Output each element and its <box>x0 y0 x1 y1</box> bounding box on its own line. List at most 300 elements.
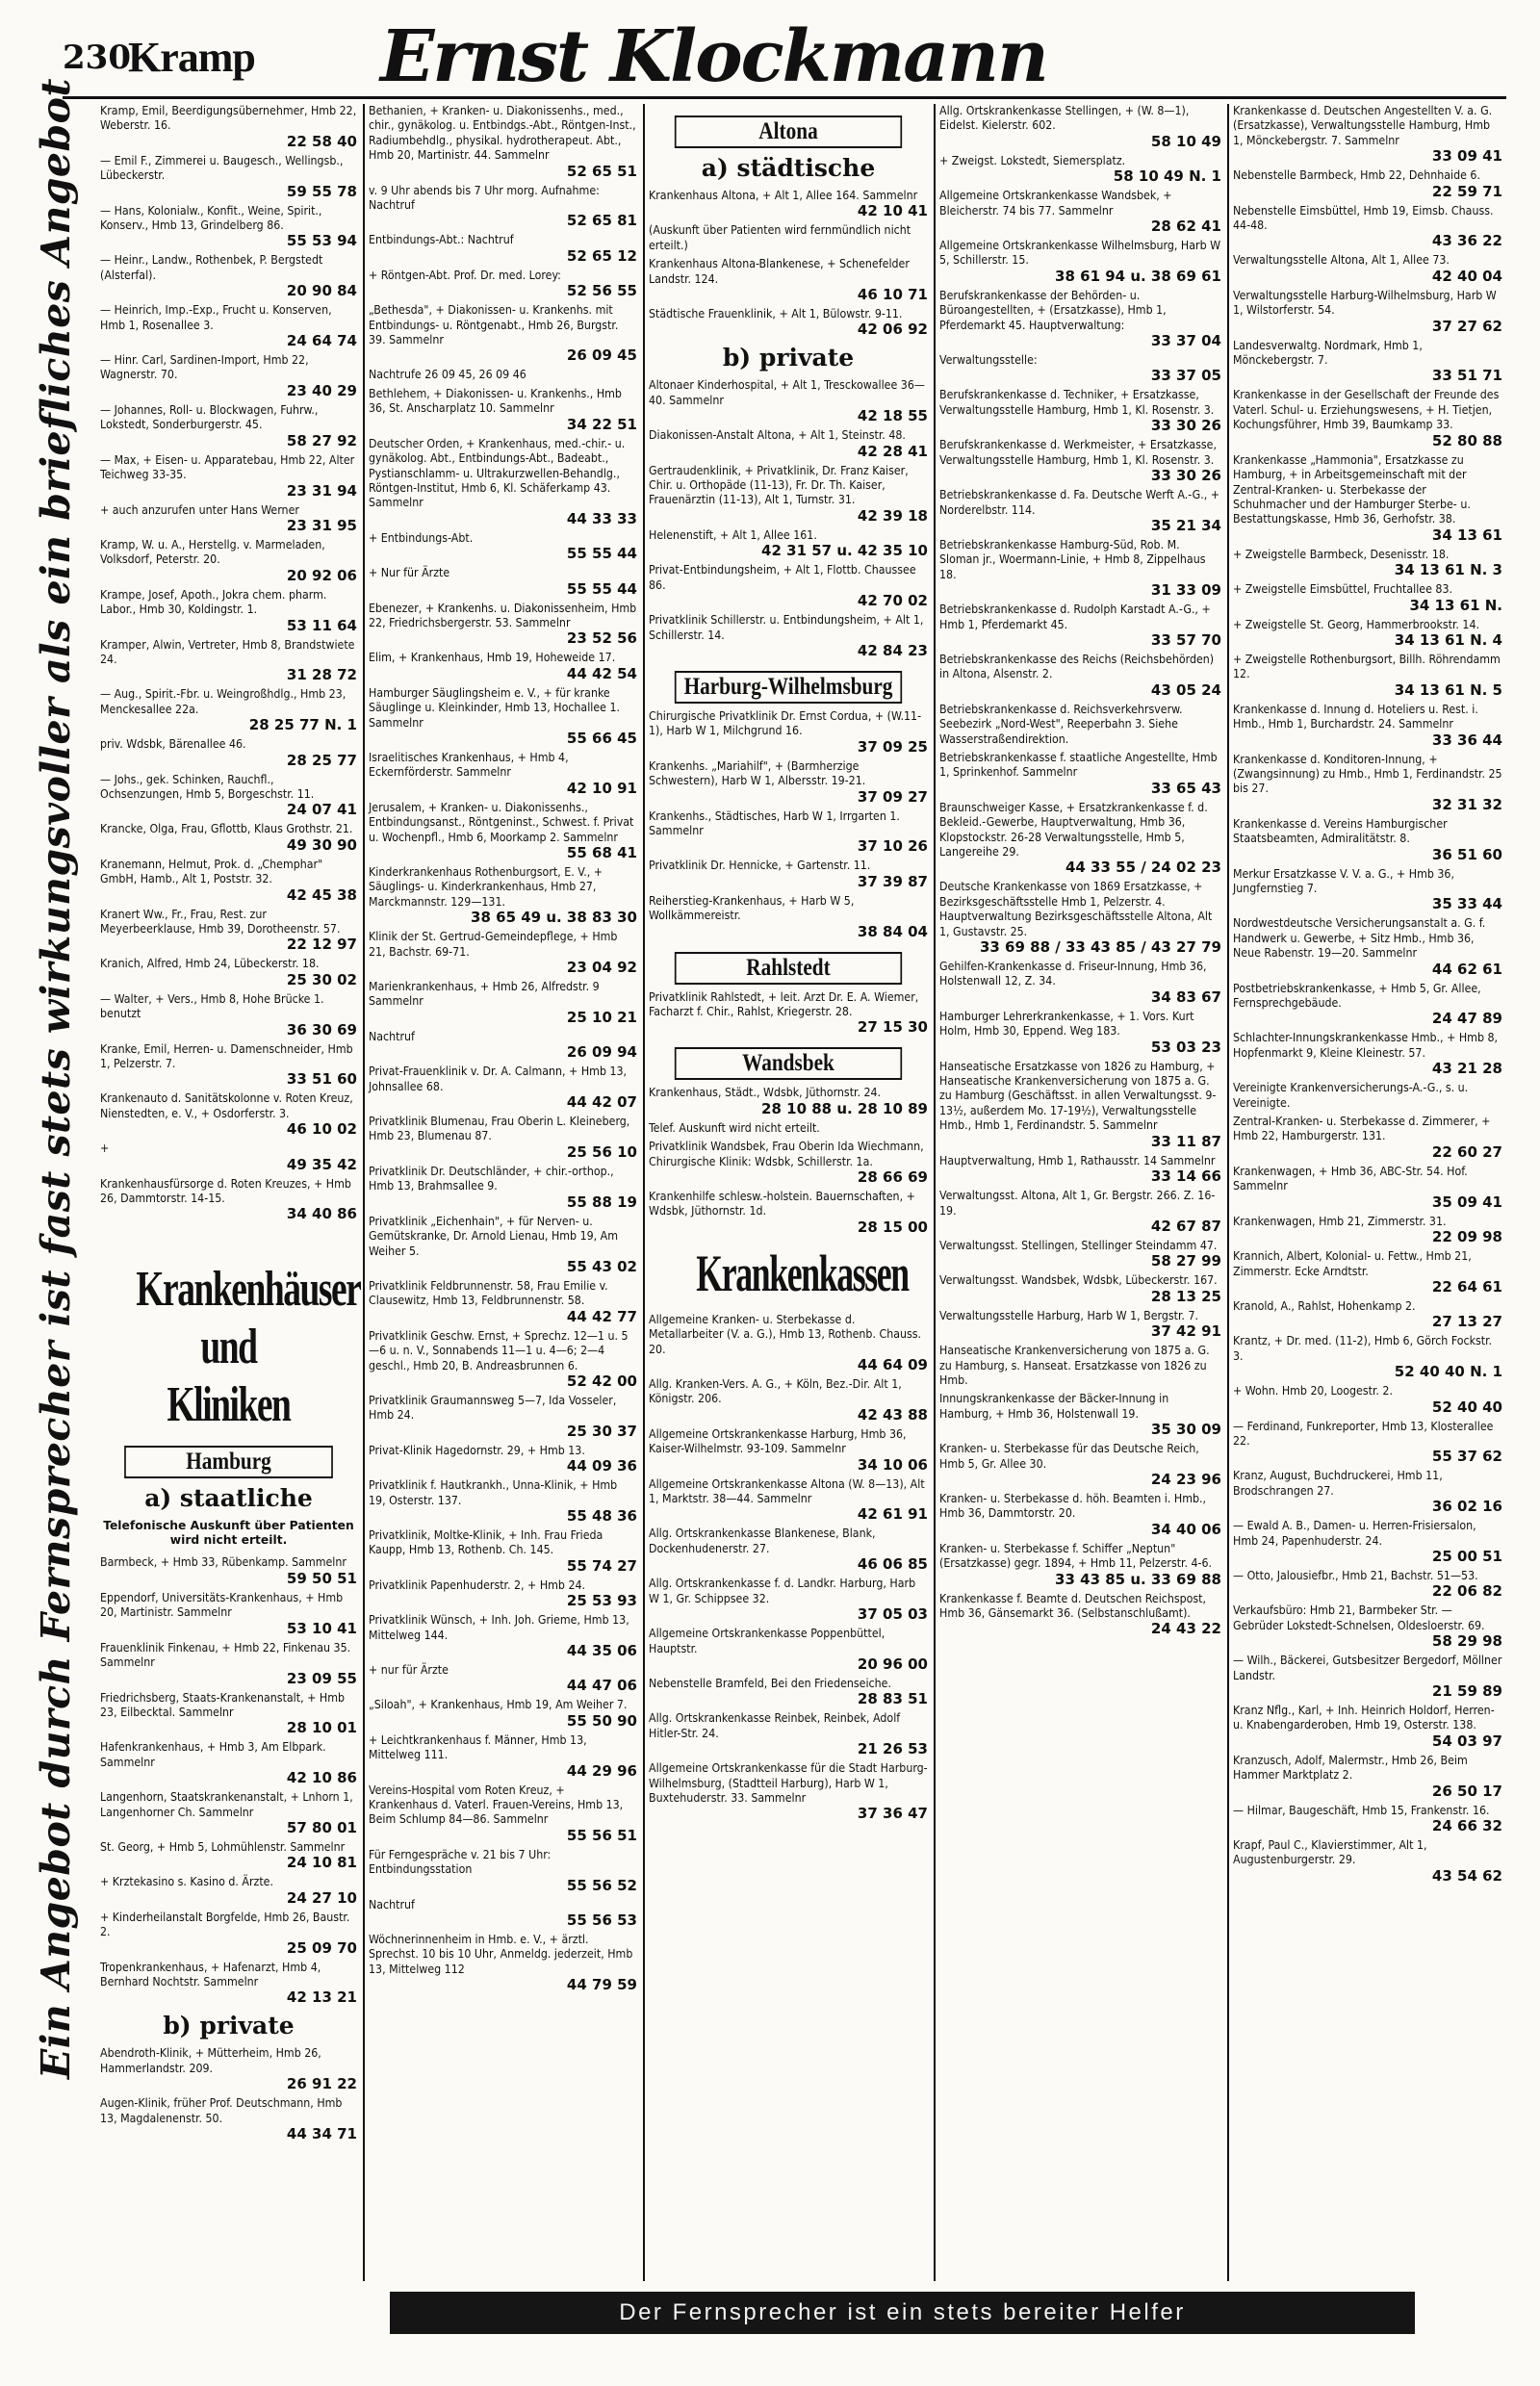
entry-text: + auch anzurufen unter Hans Werner <box>100 502 299 517</box>
directory-entry <box>649 759 928 806</box>
phone-number: 34 13 61 N. 4 <box>1394 630 1502 649</box>
directory-entry <box>1233 867 1502 913</box>
directory-entry <box>1233 703 1502 749</box>
directory-entry <box>1233 582 1502 613</box>
entry-text: Kramper, Alwin, Vertreter, Hmb 8, Brandstwiete 24. <box>100 637 355 666</box>
entry-text: Krankenhaus Altona, + Alt 1, Allee 164. Sammelnr <box>649 189 918 202</box>
heading-harburg: Harburg-Wilhelmsburg <box>675 671 902 704</box>
entry-text: „Siloah", + Krankenhaus, Hmb 19, Am Weiher 7. <box>369 1698 628 1712</box>
entry-text: + Zweigstelle St. Georg, Hammerbrookstr. 14. <box>1233 617 1479 631</box>
entry-text: Schlachter-Innungskrankenkasse Hmb., + Hmb 8, Hopfenmarkt 9, Kleine Kleinestr. 57. <box>1233 1031 1499 1060</box>
phone-number: 52 42 00 <box>566 1372 637 1390</box>
directory-entry <box>369 1783 637 1844</box>
directory-entry <box>1233 1384 1502 1415</box>
phone-number: 34 13 61 N. 5 <box>1394 680 1502 699</box>
directory-entry <box>1233 1569 1502 1600</box>
entry-text: + Zweigstelle Barmbeck, Desenisstr. 18. <box>1233 547 1450 561</box>
directory-entry <box>369 1848 637 1894</box>
entry-text: Kranemann, Helmut, Prok. d. „Chemphar" GmbH, Hamb., Alt 1, Poststr. 32. <box>100 857 323 886</box>
directory-entry <box>369 1394 637 1440</box>
entry-text: Verwaltungsstelle: <box>939 353 1038 368</box>
directory-entry <box>939 1273 1221 1304</box>
directory-entry <box>369 1898 637 1929</box>
directory-entry <box>1233 1165 1502 1211</box>
entry-text: Privatklinik Wünsch, + Inh. Joh. Grieme, Hmb 13, Mittelweg 144. <box>369 1613 629 1642</box>
phone-number: 58 27 92 <box>286 431 357 449</box>
entry-text: Hamburger Säuglingsheim e. V., + für kranke Säuglinge u. Kleinkinder, Hmb 13, Hochallee 1. Sammelnr <box>369 685 621 730</box>
directory-entry <box>1233 548 1502 578</box>
phone-number: 44 42 07 <box>566 1093 637 1112</box>
phone-number: 37 10 26 <box>857 837 928 856</box>
entry-text: Betriebskrankenkasse d. Reichsverkehrsverw. Seebezirk „Nord-West", Reeperbahn 3. Siehe Wasserstraßendirektion. <box>939 702 1183 746</box>
phone-number: 23 40 29 <box>286 381 357 399</box>
column-2 <box>363 104 641 2281</box>
directory-entry <box>369 865 637 926</box>
entry-text: Kranken- u. Sterbekasse für das Deutsche Reich, Hmb 5, Gr. Allee 30. <box>939 1442 1199 1471</box>
entry-text: Kranz, August, Buchdruckerei, Hmb 11, Brodschrangen 27. <box>1233 1469 1443 1498</box>
phone-number: 42 06 92 <box>857 321 928 339</box>
directory-entry <box>649 257 928 303</box>
entry-text: Krankenkasse d. Innung d. Hoteliers u. Rest. i. Hmb., Hmb 1, Burchardstr. 24. Sammelnr <box>1233 702 1478 731</box>
directory-entry <box>939 289 1221 349</box>
directory-entry <box>100 1641 357 1687</box>
phone-number: 35 33 44 <box>1431 895 1502 913</box>
phone-number: 43 54 62 <box>1431 1866 1502 1885</box>
phone-number: 46 10 71 <box>857 286 928 304</box>
entry-text: Postbetriebskrankenkasse, + Hmb 5, Gr. Allee, Fernsprechgebäude. <box>1233 981 1481 1011</box>
entry-text: Krankenwagen, Hmb 21, Zimmerstr. 31. <box>1233 1214 1447 1228</box>
phone-number: 49 30 90 <box>286 835 357 854</box>
phone-number: 28 66 69 <box>857 1168 928 1186</box>
phone-number: 52 65 81 <box>566 212 637 230</box>
entry-text: Nachtrufe 26 09 45, 26 09 46 <box>369 368 526 382</box>
directory-entry <box>100 957 357 988</box>
entry-text: Verwaltungsst. Stellingen, Stellinger Steindamm 47. <box>939 1238 1218 1252</box>
directory-entry <box>369 930 637 976</box>
entry-text: Krankenkasse f. Beamte d. Deutschen Reichspost, Hmb 36, Gänsemarkt 36. (Selbstanschlußamt). <box>939 1591 1207 1620</box>
phone-number: 37 09 27 <box>857 787 928 806</box>
directory-entry <box>649 709 928 756</box>
directory-entry <box>100 303 357 349</box>
directory-entry <box>100 908 357 954</box>
directory-entry <box>100 638 357 684</box>
entry-text: Helenenstift, + Alt 1, Allee 161. <box>649 527 817 542</box>
phone-number: 35 30 09 <box>1150 1421 1221 1439</box>
entry-text: Krankenhs. „Mariahilf", + (Barmherzige Schwestern), Harb W 1, Albersstr. 19-21. <box>649 758 866 788</box>
entry-text: Merkur Ersatzkasse V. V. a. G., + Hmb 36, Jungfernstieg 7. <box>1233 866 1454 895</box>
entry-text: Privatklinik f. Hautkrankh., Unna-Klinik, + Hmb 19, Osterstr. 137. <box>369 1478 618 1507</box>
entry-text: — Ewald A. B., Damen- u. Herren-Frisiersalon, Hmb 24, Papenhuderstr. 24. <box>1233 1519 1476 1548</box>
phone-number: 55 37 62 <box>1431 1448 1502 1466</box>
directory-entry <box>939 801 1221 877</box>
entry-text: Krankenkasse „Hammonia", Ersatzkasse zu Hamburg, + in Arbeitsgemeinschaft mit der Zentral-Kranken- u. Sterbekasse der Schuhmacher und der Hamburger Sterbe- u. Bestattungskasse, Hmb 36, Gerhofstr. 38. <box>1233 452 1471 526</box>
entry-text: Deutsche Krankenkasse von 1869 Ersatzkasse, + Bezirksgeschäftsstelle Hmb 1, Pelzerstr. 4. Hauptverwaltung Bezirksgeschäftsstelle Altona, Alt 1, Gustavstr. 25. <box>939 880 1213 938</box>
entry-text: Betriebskrankenkasse d. Fa. Deutsche Werft A.-G., + Norderelbstr. 114. <box>939 488 1220 517</box>
entry-text: Kramp, W. u. A., Herstellg. v. Marmeladen, Volksdorf, Peterstr. 20. <box>100 537 325 567</box>
entry-text: Hanseatische Ersatzkasse von 1826 zu Hamburg, + Hanseatische Krankenversicherung von 1875 a. G. zu Hamburg (Geschäftsst. in allen Verwaltungsst. 9-13½, außerdem Mo. 17-19½), Verwaltungsstelle Hmb., Hmb 1, Ferdinandstr. 5. Sammelnr <box>939 1059 1217 1133</box>
directory-entry <box>1233 618 1502 649</box>
entry-text: Privat-Entbindungsheim, + Alt 1, Flottb. Chaussee 86. <box>649 563 916 592</box>
entry-text: Bethlehem, + Diakonissen- u. Krankenhs., Hmb 36, St. Anscharplatz 10. Sammelnr <box>369 386 622 416</box>
directory-entry <box>100 538 357 584</box>
directory-entry <box>939 1060 1221 1150</box>
directory-entry <box>1233 817 1502 863</box>
entry-text: Landesverwaltg. Nordmark, Hmb 1, Mönckebergstr. 7. <box>1233 338 1423 368</box>
phone-number: 25 53 93 <box>566 1592 637 1610</box>
phone-number: 33 43 85 u. 33 69 88 <box>1055 1570 1221 1588</box>
directory-entry <box>939 603 1221 649</box>
entry-text: Kranich, Alfred, Hmb 24, Lübeckerstr. 18. <box>100 957 320 971</box>
directory-entry <box>1233 653 1502 699</box>
entry-text: Verwaltungsstelle Altona, Alt 1, Allee 73. <box>1233 253 1450 268</box>
phone-number: 28 25 77 <box>286 751 357 769</box>
phone-number: 28 10 88 u. 28 10 89 <box>761 1099 928 1117</box>
phone-number: 52 56 55 <box>566 282 637 300</box>
directory-entry <box>649 1477 928 1524</box>
entry-text: Friedrichsberg, Staats-Krankenanstalt, + Hmb 23, Eilbecktal. Sammelnr <box>100 1690 346 1719</box>
phone-number: 57 80 01 <box>286 1818 357 1836</box>
directory-entry <box>649 1427 928 1474</box>
entry-text: + Röntgen-Abt. Prof. Dr. med. Lorey: <box>369 268 561 282</box>
entry-text: Hauptverwaltung, Hmb 1, Rathausstr. 14 Sammelnr <box>939 1153 1216 1167</box>
phone-number: 42 10 41 <box>857 202 928 220</box>
entry-text: Altonaer Kinderhospital, + Alt 1, Tresckowallee 36—40. Sammelnr <box>649 378 925 407</box>
phone-number: 58 10 49 N. 1 <box>1113 167 1221 186</box>
phone-number: 55 55 44 <box>566 545 637 563</box>
phone-number: 58 10 49 <box>1150 132 1221 150</box>
entry-text: Diakonissen-Anstalt Altona, + Alt 1, Steinstr. 48. <box>649 428 906 443</box>
directory-entry <box>649 1140 928 1186</box>
directory-entry <box>100 503 357 534</box>
phone-number: 25 30 02 <box>286 970 357 988</box>
directory-entry <box>1233 1704 1502 1750</box>
entry-text: — Aug., Spirit.-Fbr. u. Weingroßhdlg., Hmb 23, Menckesallee 22a. <box>100 687 346 716</box>
phone-number: 33 37 04 <box>1150 332 1221 350</box>
entry-text: Nachtruf <box>369 1897 415 1911</box>
entry-text: — Max, + Eisen- u. Apparatebau, Hmb 22, Alter Teichweg 33-35. <box>100 452 355 482</box>
phone-number: 33 69 88 / 33 43 85 / 43 27 79 <box>979 938 1221 957</box>
directory-entry <box>1233 1804 1502 1834</box>
entry-text: Privatklinik Dr. Hennicke, + Gartenstr. 11. <box>649 859 871 873</box>
phone-number: 43 21 28 <box>1431 1060 1502 1078</box>
phone-number: 44 33 33 <box>566 509 637 527</box>
directory-entry <box>1233 204 1502 250</box>
phone-number: 42 43 88 <box>857 1405 928 1424</box>
entry-text: — Johannes, Roll- u. Blockwagen, Fuhrw., Lokstedt, Sonderburgerstr. 45. <box>100 402 319 432</box>
entry-text: Krankenhs., Städtisches, Harb W 1, Irrgarten 1. Sammelnr <box>649 808 900 837</box>
entry-text: — Heinr., Landw., Rothenbek, P. Bergstedt (Alsterfal). <box>100 253 323 282</box>
entry-text: Privatklinik Papenhuderstr. 2, + Hmb 24. <box>369 1578 586 1592</box>
phone-number: 44 42 54 <box>566 664 637 682</box>
phone-number: 27 15 30 <box>857 1018 928 1037</box>
directory-entry <box>1233 1081 1502 1111</box>
directory-entry <box>1233 1115 1502 1161</box>
directory-entry <box>100 773 357 819</box>
phone-number: 44 29 96 <box>566 1761 637 1780</box>
directory-entry <box>939 653 1221 699</box>
subheading-city: a) städtische <box>701 154 876 182</box>
entry-text: Jerusalem, + Kranken- u. Diakonissenhs., Entbindungsanst., Röntgeninst., Schwest. f. Privat u. Wochenpfl., Hmb 6, Moorkamp 2. Sammelnr <box>369 800 634 844</box>
phone-number: 37 42 91 <box>1150 1322 1221 1341</box>
directory-entry <box>939 1442 1221 1488</box>
entry-text: Vereinigte Krankenversicherungs-A.-G., s. u. Vereinigte. <box>1233 1081 1469 1110</box>
phone-number: 24 47 89 <box>1431 1010 1502 1028</box>
directory-entry <box>100 2046 357 2092</box>
phone-number: 34 40 06 <box>1150 1520 1221 1538</box>
entry-text: Privatklinik Dr. Deutschländer, + chir.-orthop., Hmb 13, Brahmsallee 9. <box>369 1164 614 1193</box>
phone-number: 33 65 43 <box>1150 779 1221 797</box>
entry-text: Kinderkrankenhaus Rothenburgsort, E. V., + Säuglings- u. Kinderkrankenhaus, Hmb 27, Marckmannstr. 129—131. <box>369 865 603 909</box>
phone-number: 55 66 45 <box>566 729 637 747</box>
phone-number: 23 31 94 <box>286 481 357 500</box>
directory-entry <box>100 1875 357 1906</box>
directory-entry <box>100 253 357 299</box>
directory-entry <box>649 1627 928 1673</box>
directory-entry <box>649 1761 928 1822</box>
entry-text: „Bethesda", + Diakonissen- u. Krankenhs. mit Entbindungs- u. Röntgenabt., Hmb 26, Burgstr. 39. Sammelnr <box>369 303 619 347</box>
entry-text: Langenhorn, Staatskrankenanstalt, + Lnhorn 1, Langenhorner Ch. Sammelnr <box>100 1790 353 1819</box>
phone-number: 52 40 40 N. 1 <box>1394 1363 1502 1381</box>
phone-number: 42 13 21 <box>286 1988 357 2007</box>
phone-number: 53 11 64 <box>286 616 357 634</box>
entry-text: Krannich, Albert, Kolonial- u. Fettw., Hmb 21, Zimmerstr. Ecke Arndtstr. <box>1233 1249 1472 1278</box>
entry-text: Nebenstelle Bramfeld, Bei den Friedenseiche. <box>649 1676 891 1690</box>
directory-entry <box>649 990 928 1037</box>
phone-number: 22 60 27 <box>1431 1142 1502 1161</box>
entry-text: Verkaufsbüro: Hmb 21, Barmbeker Str. — Gebrüder Lokstedt-Schnelsen, Oldesloerstr. 69. <box>1233 1603 1485 1632</box>
entry-text: Privatklinik Geschw. Ernst, + Sprechz. 12—1 u. 5—6 u. n. V., Sonnabends 11—1 u. 4—6; 2—4 geschl., Hmb 20, B. Andreasbrunnen 6. <box>369 1328 629 1373</box>
entry-text: Krankenkasse d. Deutschen Angestellten V. a. G. (Ersatzkasse), Verwaltungsstelle Hamburg, Hmb 1, Mönckebergstr. 7. Sammelnr <box>1233 104 1493 147</box>
entry-text: Bethanien, + Kranken- u. Diakonissenhs., med., chir., gynäkolog. u. Entbindgs.-Abt., Röntgen-Inst., Radiumbehdlg., physikal. hydrotherapeut. Abt., Hmb 20, Martinistr. 44. Sammelnr <box>369 104 636 163</box>
directory-entry <box>369 1115 637 1161</box>
section-heading-hospitals: Krankenhäuser und Kliniken <box>136 1262 361 1433</box>
phone-number: 42 10 86 <box>286 1769 357 1787</box>
phone-number: 44 09 36 <box>566 1457 637 1475</box>
entry-text: Privatklinik Graumannsweg 5—7, Ida Vosseler, Hmb 24. <box>369 1393 617 1423</box>
entry-text: Ebenezer, + Krankenhs. u. Diakonissenheim, Hmb 22, Friedrichsbergerstr. 53. Sammelnr <box>369 601 637 629</box>
entry-text: Krankenkasse d. Konditoren-Innung, + (Zwangsinnung) zu Hmb., Hmb 1, Ferdinandstr. 25 bis 27. <box>1233 752 1502 796</box>
directory-entry <box>1233 1519 1502 1565</box>
entry-text: Berufskrankenkasse d. Techniker, + Ersatzkasse, Verwaltungsstelle Hamburg, Hmb 1, Kl. Rosenstr. 3. <box>939 388 1215 417</box>
phone-number: 25 00 51 <box>1431 1547 1502 1565</box>
phone-number: 33 11 87 <box>1150 1132 1221 1150</box>
page-header <box>63 15 1506 99</box>
phone-number: 53 03 23 <box>1150 1038 1221 1056</box>
phone-number: 34 40 86 <box>286 1205 357 1223</box>
directory-entry <box>939 1239 1221 1270</box>
entry-text: Allg. Ortskrankenkasse f. d. Landkr. Harburg, Harb W 1, Gr. Schippsee 32. <box>649 1577 916 1605</box>
subheading-state: a) staatliche <box>144 1484 313 1513</box>
heading-altona: Altona <box>675 115 902 148</box>
entry-text: Abendroth-Klinik, + Mütterheim, Hmb 26, Hammerlandstr. 209. <box>100 2046 321 2075</box>
phone-number: 55 68 41 <box>566 844 637 861</box>
phone-number: 24 66 32 <box>1431 1817 1502 1835</box>
phone-number: 34 10 06 <box>857 1455 928 1474</box>
phone-number: 37 36 47 <box>857 1805 928 1823</box>
directory-entry <box>100 588 357 634</box>
directory-entry <box>1233 1754 1502 1800</box>
phone-number: 43 36 22 <box>1431 232 1502 250</box>
directory-entry <box>369 233 637 264</box>
phone-number: 28 10 01 <box>286 1719 357 1737</box>
phone-number: 55 56 51 <box>566 1826 637 1844</box>
entry-text: Privatklinik Feldbrunnenstr. 58, Frau Emilie v. Clausewitz, Hmb 13, Feldbrunnenstr. 58. <box>369 1278 608 1308</box>
entry-text: Nordwestdeutsche Versicherungsanstalt a. G. f. Handwerk u. Gewerbe, + Sitz Hmb., Hmb 36, Neue Rabenstr. 19—20. Sammelnr <box>1233 916 1486 961</box>
entry-text: Hamburger Lehrerkrankenkasse, + 1. Vors. Kurt Holm, Hmb 30, Eppend. Weg 183. <box>939 1009 1194 1039</box>
directory-entry <box>939 960 1221 1006</box>
directory-entry <box>100 687 357 733</box>
entry-text: + Zweigst. Lokstedt, Siemersplatz. <box>939 153 1126 167</box>
entry-text: Allg. Ortskrankenkasse Blankenese, Blank, Dockenhudenerstr. 27. <box>649 1527 876 1555</box>
phone-number: 34 13 61 N. 3 <box>1394 561 1502 579</box>
entry-text: Allg. Ortskrankenkasse Stellingen, + (W. 8—1), Eidelst. Kielerstr. 602. <box>939 104 1190 133</box>
directory-entry <box>369 104 637 180</box>
section-heading-insurance: Krankenkassen <box>696 1244 909 1302</box>
phone-number: 20 90 84 <box>286 282 357 300</box>
entry-text: Allgemeine Ortskrankenkasse Wandsbek, + Bleicherstr. 74 bis 77. Sammelnr <box>939 189 1172 218</box>
directory-entry <box>939 1154 1221 1185</box>
entry-text: Hafenkrankenhaus, + Hmb 3, Am Elbpark. Sammelnr <box>100 1740 326 1769</box>
directory-entry <box>100 822 357 853</box>
directory-entry <box>649 307 928 338</box>
directory-entry <box>649 1527 928 1573</box>
directory-entry <box>100 1911 357 1957</box>
entry-text: Allgemeine Ortskrankenkasse für die Stadt Harburg-Wilhelmsburg, (Stadtteil Harburg), Harb W 1, Buxtehuderstr. 33. Sammelnr <box>649 1761 928 1805</box>
directory-entry <box>100 2096 357 2142</box>
phone-number: 55 74 27 <box>566 1556 637 1575</box>
phone-number: 28 83 51 <box>857 1690 928 1708</box>
phone-number: 22 59 71 <box>1431 182 1502 200</box>
phone-number: 46 10 02 <box>286 1120 357 1139</box>
entry-text: Privatklinik, Moltke-Klinik, + Inh. Frau Frieda Kaupp, Hmb 13, Rothenb. Ch. 145. <box>369 1527 603 1557</box>
phone-number: 44 34 71 <box>286 2125 357 2142</box>
directory-entry <box>369 1165 637 1211</box>
entry-text: — Emil F., Zimmerei u. Baugesch., Wellingsb., Lübeckerstr. <box>100 153 344 183</box>
directory-entry <box>649 1577 928 1623</box>
directory-entry <box>649 189 928 219</box>
phone-number: 24 27 10 <box>286 1888 357 1907</box>
phone-number: 32 31 32 <box>1431 795 1502 813</box>
entry-text: + Entbindungs-Abt. <box>369 530 474 545</box>
entry-text: Deutscher Orden, + Krankenhaus, med.-chir.- u. gynäkolog. Abt., Entbindungs-Abt., Badeabt., Pystianschlamm- u. Ultrakurzwellen-Behandlg., Röntgen-Institut, Hmb 6, Kl. Schäferkamp 43. Sammelnr <box>369 436 626 510</box>
directory-entry <box>369 531 637 562</box>
directory-entry <box>939 1492 1221 1538</box>
directory-entry <box>1233 1603 1502 1650</box>
phone-number: 25 30 37 <box>566 1422 637 1440</box>
directory-entry <box>1233 1249 1502 1296</box>
entry-text: Nachtruf <box>369 1029 415 1043</box>
directory-entry <box>649 613 928 659</box>
entry-text: Krancke, Olga, Frau, Gflottb, Klaus Grothstr. 21. <box>100 822 353 836</box>
phone-number: 42 10 91 <box>566 779 637 797</box>
column-4 <box>934 104 1225 2281</box>
entry-text: Kranzusch, Adolf, Malermstr., Hmb 26, Beim Hammer Marktplatz 2. <box>1233 1753 1468 1783</box>
phone-number: 34 13 61 N. <box>1409 596 1502 614</box>
entry-text: + Zweigstelle Rothenburgsort, Billh. Röhrendamm 12. <box>1233 652 1501 681</box>
phone-number: 59 50 51 <box>286 1569 357 1587</box>
entry-text: Städtische Frauenklinik, + Alt 1, Bülowstr. 9-11. <box>649 307 903 321</box>
phone-number: 20 96 00 <box>857 1655 928 1673</box>
directory-entry <box>100 1177 357 1223</box>
entry-text: Krankenwagen, + Hmb 36, ABC-Str. 54. Hof. Sammelnr <box>1233 1164 1468 1193</box>
directory-entry <box>649 528 928 559</box>
directory-entry <box>939 1592 1221 1638</box>
phone-number: 34 22 51 <box>566 415 637 433</box>
entry-text: — Ferdinand, Funkreporter, Hmb 13, Klosterallee 22. <box>1233 1419 1494 1448</box>
directory-entry <box>939 388 1221 434</box>
entry-text: Innungskrankenkasse der Bäcker-Innung in Hamburg, + Hmb 36, Holstenwall 19. <box>939 1392 1169 1421</box>
directory-columns <box>96 104 1506 2281</box>
entry-text: Krapf, Paul C., Klavierstimmer, Alt 1, Augustenburgerstr. 29. <box>1233 1838 1427 1867</box>
entry-text: v. 9 Uhr abends bis 7 Uhr morg. Aufnahme: Nachtruf <box>369 183 600 213</box>
directory-entry <box>1233 1654 1502 1700</box>
directory-entry <box>369 751 637 797</box>
phone-number: 35 21 34 <box>1150 516 1221 534</box>
page-keyword: Kramp <box>128 34 255 81</box>
entry-text: Privatklinik Schillerstr. u. Entbindungsheim, + Alt 1, Schillerstr. 14. <box>649 613 924 642</box>
directory-entry <box>1233 168 1502 199</box>
entry-text: Kranken- u. Sterbekasse f. Schiffer „Neptun" (Ersatzkasse) gegr. 1894, + Hmb 11, Pelzerstr. 4-6. <box>939 1541 1213 1571</box>
directory-entry <box>369 269 637 299</box>
directory-entry <box>1233 753 1502 813</box>
directory-entry <box>939 703 1221 747</box>
phone-number: 42 45 38 <box>286 885 357 904</box>
entry-text: Privatklinik Blumenau, Frau Oberin L. Kleineberg, Hmb 23, Blumenau 87. <box>369 1115 630 1143</box>
phone-number: 52 40 40 <box>1431 1398 1502 1416</box>
entry-text: priv. Wdsbk, Bärenallee 46. <box>100 737 246 752</box>
phone-number: 55 53 94 <box>286 232 357 250</box>
entry-text: Krankenkasse d. Vereins Hamburgischer Staatsbeamten, Admiralitätstr. 8. <box>1233 816 1448 846</box>
entry-text: Kranken- u. Sterbekasse d. höh. Beamten i. Hmb., Hmb 36, Dammtorstr. 20. <box>939 1491 1207 1521</box>
directory-entry <box>1233 1031 1502 1077</box>
entry-text: Krankenkasse in der Gesellschaft der Freunde des Vaterl. Schul- u. Erziehungswesens, + H. Tietjen, Kochungsführer, Hmb 39, Baumkamp 33. <box>1233 388 1500 432</box>
entry-text: + Krztekasino s. Kasino d. Ärzte. <box>100 1875 273 1889</box>
phone-number: 28 62 41 <box>1150 218 1221 236</box>
phone-number: 33 51 71 <box>1431 367 1502 385</box>
phone-number: 21 59 89 <box>1431 1682 1502 1700</box>
entry-text: Betriebskrankenkasse d. Rudolph Karstadt A.-G., + Hmb 1, Pferdemarkt 45. <box>939 603 1211 631</box>
phone-number: 33 57 70 <box>1150 630 1221 649</box>
phone-number: 37 09 25 <box>857 737 928 756</box>
phone-number: 21 26 53 <box>857 1740 928 1758</box>
entry-text: — Heinrich, Imp.-Exp., Frucht u. Konserven, Hmb 1, Rosenallee 3. <box>100 303 332 332</box>
directory-entry <box>1233 1299 1502 1330</box>
entry-text: Betriebskrankenkasse des Reichs (Reichsbehörden) in Altona, Alsenstr. 2. <box>939 652 1215 681</box>
entry-text: Allg. Kranken-Vers. A. G., + Köln, Bez.-Dir. Alt 1, Königstr. 206. <box>649 1377 902 1406</box>
footer-banner: Der Fernsprecher ist ein stets bereiter Helfer <box>390 2292 1415 2334</box>
entry-text: — Johs., gek. Schinken, Rauchfl., Ochsenzungen, Hmb 5, Borgeschstr. 11. <box>100 772 315 801</box>
directory-entry <box>369 1444 637 1475</box>
directory-entry <box>939 239 1221 285</box>
heading-rahlstedt: Rahlstedt <box>675 952 902 985</box>
entry-text: Privat-Klinik Hagedornstr. 29, + Hmb 13. <box>369 1443 585 1457</box>
phone-number: 52 65 12 <box>566 246 637 265</box>
directory-entry <box>939 154 1221 185</box>
entry-text: — Hilmar, Baugeschäft, Hmb 15, Frankenstr. 16. <box>1233 1803 1490 1817</box>
entry-text: Gertraudenklinik, + Privatklinik, Dr. Franz Kaiser, Chir. u. Orthopäde (11-13), Fr. Dr. Th. Kaiser, Frauenärztin (11-13), Alt 1, Turnstr. 31. <box>649 463 909 507</box>
entry-text: St. Georg, + Hmb 5, Lohmühlenstr. Sammelnr <box>100 1839 346 1854</box>
directory-entry <box>939 438 1221 484</box>
phone-number: 44 35 06 <box>566 1642 637 1659</box>
phone-number: 44 47 06 <box>566 1677 637 1695</box>
phone-number: 44 42 77 <box>566 1307 637 1325</box>
directory-entry <box>939 1392 1221 1438</box>
phone-number: 58 27 99 <box>1150 1252 1221 1270</box>
phone-number: 26 50 17 <box>1431 1782 1502 1800</box>
entry-text: Krankenhaus, Städt., Wdsbk, Jüthornstr. 24. <box>649 1086 882 1100</box>
directory-entry <box>649 563 928 609</box>
entry-text: Privat-Frauenklinik v. Dr. A. Calmann, + Hmb 13, Johnsallee 68. <box>369 1065 628 1093</box>
